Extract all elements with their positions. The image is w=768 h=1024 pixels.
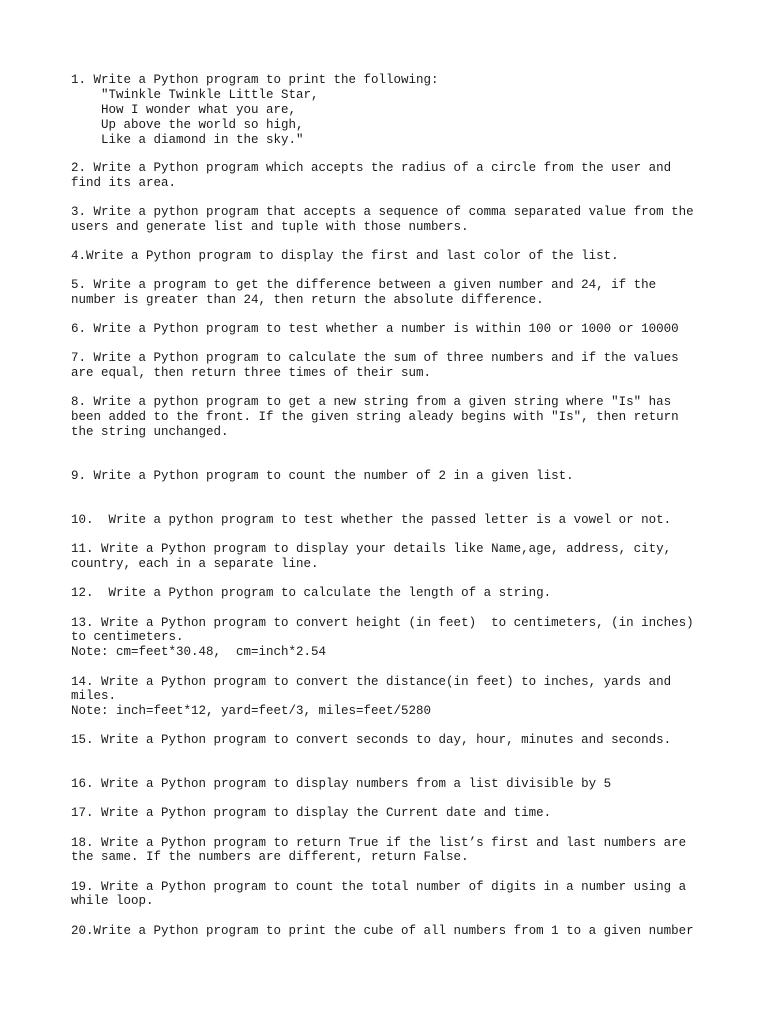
- text-line: 19. Write a Python program to count the total number of digits in a number using a: [71, 880, 687, 894]
- text-line: 12. Write a Python program to calculate the length of a string.: [71, 586, 552, 600]
- text-line: 7. Write a Python program to calculate the sum of three numbers and if the values: [71, 351, 679, 365]
- text-line: 4.Write a Python program to display the first and last color of the list.: [71, 249, 619, 263]
- text-line: How I wonder what you are,: [71, 103, 297, 117]
- text-line: 17. Write a Python program to display the Current date and time.: [71, 806, 552, 820]
- text-line: 11. Write a Python program to display your details like Name,age, address, city,: [71, 542, 672, 556]
- text-line: Like a diamond in the sky.": [71, 133, 304, 147]
- text-line: "Twinkle Twinkle Little Star,: [71, 88, 319, 102]
- text-line: 9. Write a Python program to count the number of 2 in a given list.: [71, 469, 574, 483]
- text-line: 10. Write a python program to test whether the passed letter is a vowel or not.: [71, 513, 672, 527]
- text-line: miles.: [71, 689, 117, 703]
- text-line: number is greater than 24, then return the absolute difference.: [71, 293, 544, 307]
- text-line: 1. Write a Python program to print the following:: [71, 73, 439, 87]
- text-line: find its area.: [71, 176, 177, 190]
- text-line: the same. If the numbers are different, return False.: [71, 850, 469, 864]
- text-line: 20.Write a Python program to print the cube of all numbers from 1 to a given number: [71, 924, 694, 938]
- text-line: 13. Write a Python program to convert height (in feet) to centimeters, (in inches): [71, 616, 694, 630]
- text-line: 3. Write a python program that accepts a sequence of comma separated value from the: [71, 205, 694, 219]
- text-line: while loop.: [71, 894, 154, 908]
- text-line: country, each in a separate line.: [71, 557, 319, 571]
- text-line: 16. Write a Python program to display numbers from a list divisible by 5: [71, 777, 612, 791]
- text-line: are equal, then return three times of their sum.: [71, 366, 432, 380]
- text-line: 15. Write a Python program to convert seconds to day, hour, minutes and seconds.: [71, 733, 672, 747]
- text-line: Note: cm=feet*30.48, cm=inch*2.54: [71, 645, 327, 659]
- text-line: users and generate list and tuple with those numbers.: [71, 220, 469, 234]
- text-line: Up above the world so high,: [71, 118, 304, 132]
- text-line: Note: inch=feet*12, yard=feet/3, miles=feet/5280: [71, 704, 432, 718]
- text-line: 18. Write a Python program to return True if the list’s first and last numbers are: [71, 836, 687, 850]
- text-line: 14. Write a Python program to convert the distance(in feet) to inches, yards and: [71, 675, 672, 689]
- text-line: 5. Write a program to get the difference between a given number and 24, if the: [71, 278, 657, 292]
- text-line: to centimeters.: [71, 630, 184, 644]
- text-line: been added to the front. If the given string aleady begins with "Is", then return: [71, 410, 679, 424]
- text-line: 6. Write a Python program to test whether a number is within 100 or 1000 or 10000: [71, 322, 679, 336]
- text-line: 2. Write a Python program which accepts the radius of a circle from the user and: [71, 161, 672, 175]
- text-line: 8. Write a python program to get a new string from a given string where "Is" has: [71, 395, 672, 409]
- text-line: the string unchanged.: [71, 425, 229, 439]
